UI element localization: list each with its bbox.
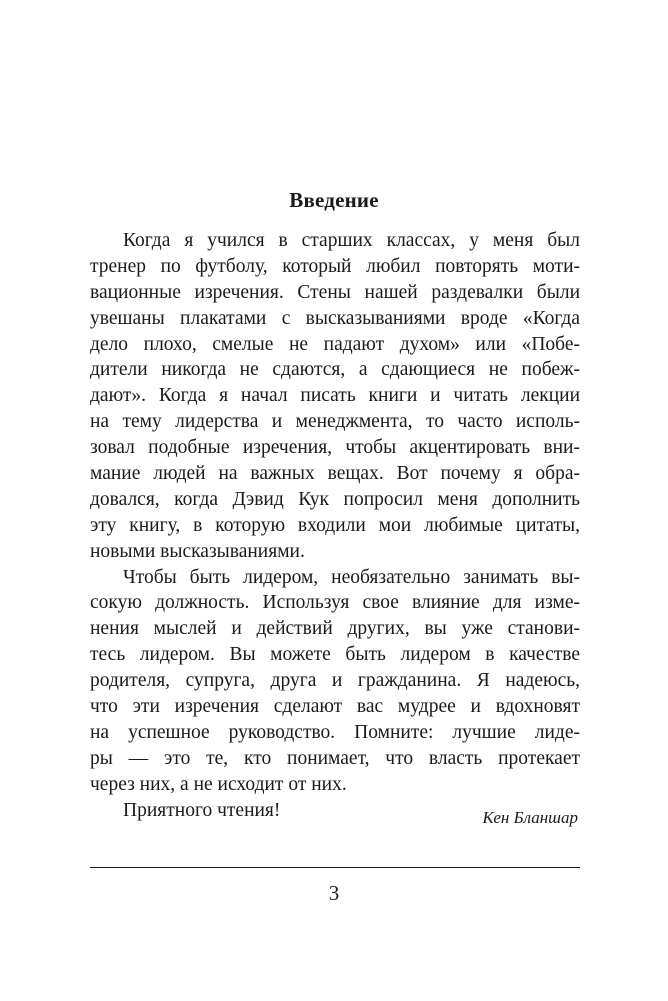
text-line: довался, когда Дэвид Кук попросил меня дополнить xyxy=(90,488,580,510)
paragraph xyxy=(90,228,580,565)
text-line: через них, а не исходит от них. xyxy=(90,773,347,795)
text-line: зовал подобные изречения, чтобы акцентировать вни- xyxy=(90,437,580,459)
body-text xyxy=(90,228,580,823)
text-line: родителя, супруга, друга и гражданина. Я надеюсь, xyxy=(90,670,580,692)
footer-divider xyxy=(90,867,580,868)
text-line: на тему лидерства и менеджмента, то часто исполь- xyxy=(90,411,580,433)
page-title: Введение xyxy=(289,188,379,212)
text-line: эту книгу, в которую входили мои любимые цитаты, xyxy=(90,514,580,536)
text-line: дают». Когда я начал писать книги и читать лекции xyxy=(90,385,580,407)
text-line: что эти изречения сделают вас мудрее и вдохновят xyxy=(90,696,580,718)
author-signature: Кен Бланшар xyxy=(482,808,578,827)
text-line: дители никогда не сдаются, а сдающиеся не побеж- xyxy=(90,359,580,381)
text-line: вационные изречения. Стены нашей раздевалки были xyxy=(90,281,580,303)
text-line: Приятного чтения! xyxy=(123,799,281,821)
text-line: нения мыслей и действий других, вы уже станови- xyxy=(90,618,580,640)
text-line: на успешное руководство. Помните: лучшие лиде- xyxy=(90,721,580,743)
text-line: мание людей на важных вещах. Вот почему я обра- xyxy=(90,463,580,485)
text-line: сокую должность. Используя свое влияние для изме- xyxy=(90,592,580,614)
text-line: тренер по футболу, который любил повторять моти- xyxy=(90,255,580,277)
text-line: Чтобы быть лидером, необязательно занимать вы- xyxy=(123,566,580,588)
text-line: тесь лидером. Вы можете быть лидером в качестве xyxy=(90,644,580,666)
text-line: дело плохо, смелые не падают духом» или «Побе- xyxy=(90,333,580,355)
text-line: новыми высказываниями. xyxy=(90,540,305,562)
text-line: ры — это те, кто понимает, что власть протекает xyxy=(90,747,580,769)
text-line: увешаны плакатами с высказываниями вроде «Когда xyxy=(90,307,580,329)
paragraph xyxy=(90,565,580,798)
page-number: 3 xyxy=(328,881,340,905)
text-line: Когда я учился в старших классах, у меня был xyxy=(123,230,580,251)
